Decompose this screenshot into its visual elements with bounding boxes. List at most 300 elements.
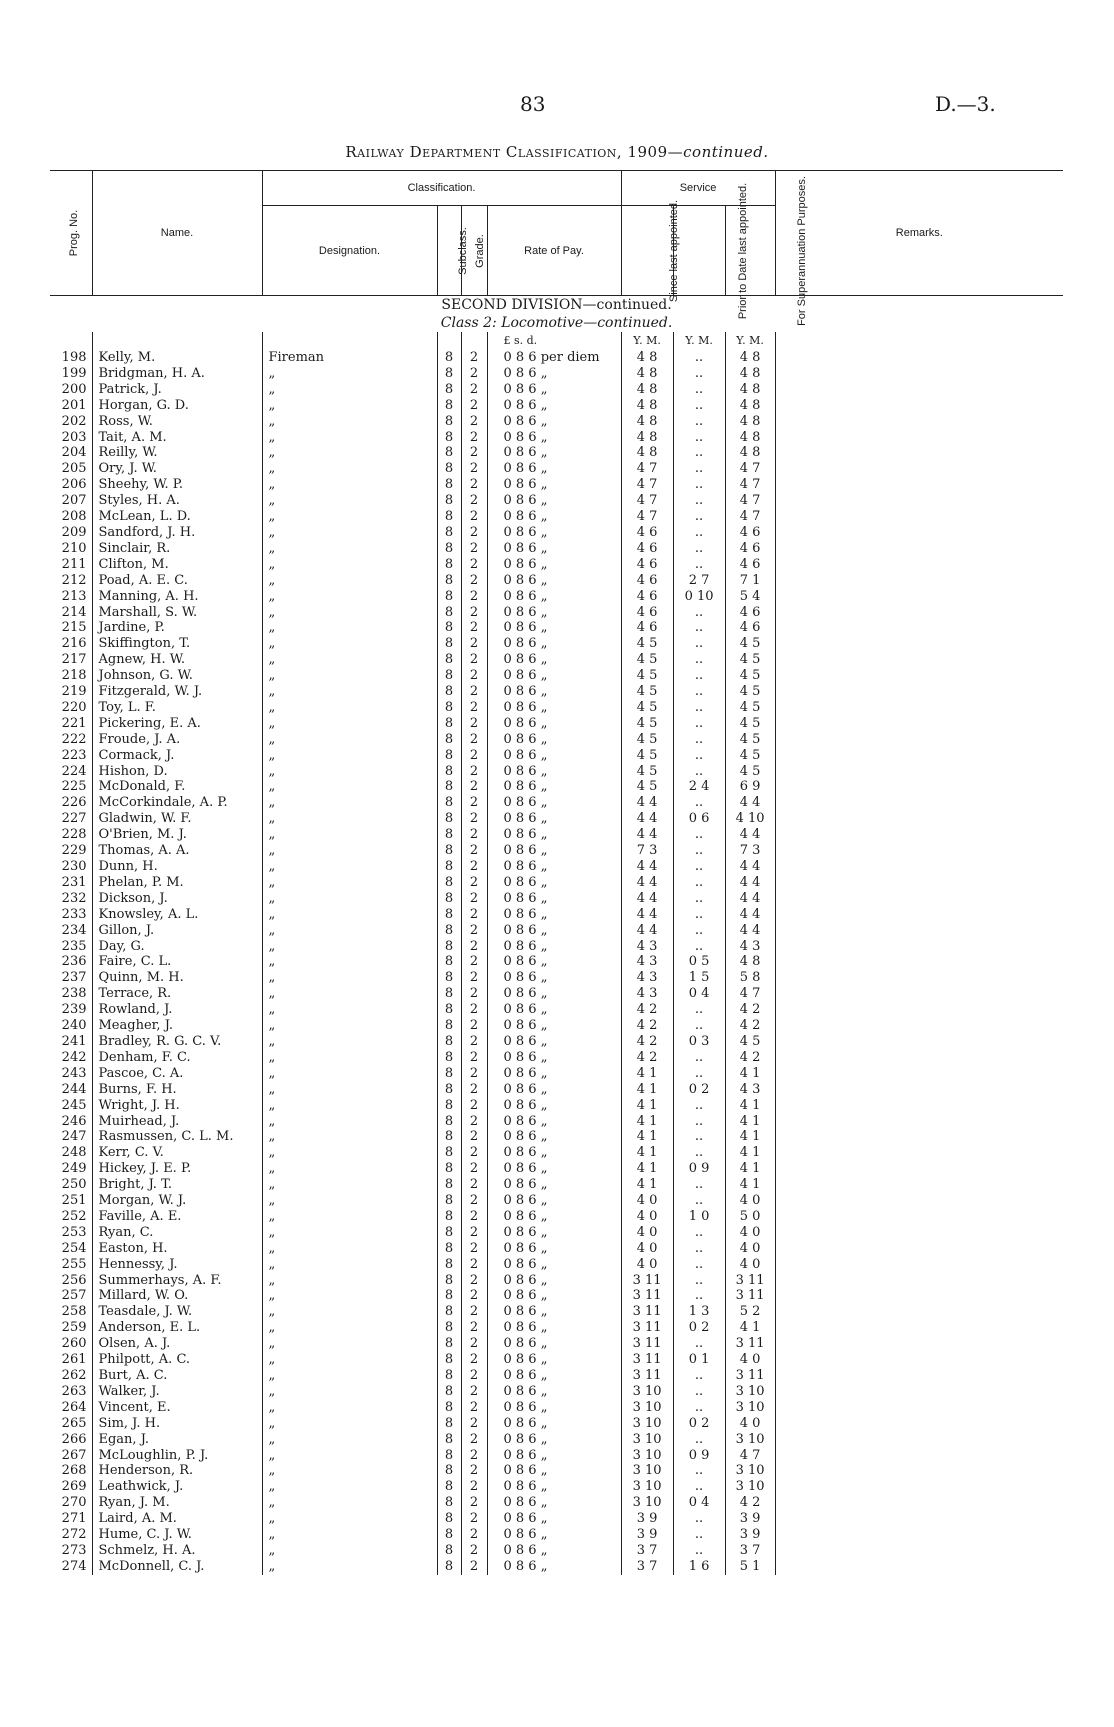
remarks <box>775 1050 1063 1066</box>
remarks <box>775 1527 1063 1543</box>
service-prior: 1 5 <box>673 970 725 986</box>
service-since-last: 4 3 <box>621 986 673 1002</box>
rate-of-pay: 0 8 6 „ <box>487 398 621 414</box>
employee-name: Wright, J. H. <box>92 1098 262 1114</box>
service-since-last: 4 5 <box>621 779 673 795</box>
remarks <box>775 986 1063 1002</box>
employee-name: McLean, L. D. <box>92 509 262 525</box>
service-since-last: 4 5 <box>621 732 673 748</box>
grade: 2 <box>461 620 487 636</box>
subclass: 8 <box>437 748 461 764</box>
service-prior: .. <box>673 716 725 732</box>
remarks <box>775 493 1063 509</box>
designation: „ <box>262 1352 437 1368</box>
service-since-last: 4 5 <box>621 748 673 764</box>
remarks <box>775 573 1063 589</box>
prog-no: 270 <box>50 1495 92 1511</box>
subclass: 8 <box>437 382 461 398</box>
subclass: 8 <box>437 461 461 477</box>
prog-no: 208 <box>50 509 92 525</box>
subclass: 8 <box>437 1511 461 1527</box>
rate-of-pay: 0 8 6 „ <box>487 1304 621 1320</box>
service-since-last: 4 5 <box>621 668 673 684</box>
rate-of-pay: 0 8 6 „ <box>487 1066 621 1082</box>
employee-name: Olsen, A. J. <box>92 1336 262 1352</box>
subclass: 8 <box>437 1098 461 1114</box>
rate-of-pay: 0 8 6 „ <box>487 843 621 859</box>
service-prior: .. <box>673 1400 725 1416</box>
grade: 2 <box>461 493 487 509</box>
service-superannuation: 4 6 <box>725 557 775 573</box>
prog-no: 249 <box>50 1161 92 1177</box>
designation: „ <box>262 779 437 795</box>
subclass: 8 <box>437 1288 461 1304</box>
prog-no: 271 <box>50 1511 92 1527</box>
grade: 2 <box>461 1527 487 1543</box>
grade: 2 <box>461 366 487 382</box>
service-prior: .. <box>673 1066 725 1082</box>
service-superannuation: 4 8 <box>725 445 775 461</box>
service-since-last: 4 0 <box>621 1225 673 1241</box>
table-row <box>50 1257 1063 1273</box>
grade: 2 <box>461 1161 487 1177</box>
table-row <box>50 1479 1063 1495</box>
table-row <box>50 1463 1063 1479</box>
grade: 2 <box>461 350 487 366</box>
designation: „ <box>262 668 437 684</box>
subclass: 8 <box>437 350 461 366</box>
remarks <box>775 1241 1063 1257</box>
designation: „ <box>262 811 437 827</box>
rate-of-pay: 0 8 6 „ <box>487 620 621 636</box>
rate-of-pay: 0 8 6 „ <box>487 477 621 493</box>
table-row <box>50 525 1063 541</box>
prog-no: 242 <box>50 1050 92 1066</box>
remarks <box>775 764 1063 780</box>
subclass: 8 <box>437 986 461 1002</box>
employee-name: Ory, J. W. <box>92 461 262 477</box>
table-row <box>50 445 1063 461</box>
remarks <box>775 1432 1063 1448</box>
service-since-last: 4 8 <box>621 430 673 446</box>
designation: „ <box>262 1511 437 1527</box>
grade: 2 <box>461 461 487 477</box>
service-prior: .. <box>673 1479 725 1495</box>
designation: „ <box>262 827 437 843</box>
table-row <box>50 366 1063 382</box>
employee-name: Bright, J. T. <box>92 1177 262 1193</box>
prog-no: 221 <box>50 716 92 732</box>
table-row <box>50 636 1063 652</box>
table-row <box>50 1193 1063 1209</box>
subclass: 8 <box>437 414 461 430</box>
designation: „ <box>262 493 437 509</box>
subclass: 8 <box>437 1368 461 1384</box>
prog-no: 255 <box>50 1257 92 1273</box>
remarks <box>775 1273 1063 1289</box>
table-row <box>50 764 1063 780</box>
employee-name: Poad, A. E. C. <box>92 573 262 589</box>
designation: „ <box>262 382 437 398</box>
service-since-last: 4 3 <box>621 939 673 955</box>
prog-no: 248 <box>50 1145 92 1161</box>
employee-name: Hume, C. J. W. <box>92 1527 262 1543</box>
service-superannuation: 4 8 <box>725 366 775 382</box>
prog-no: 200 <box>50 382 92 398</box>
remarks <box>775 875 1063 891</box>
table-row <box>50 477 1063 493</box>
service-prior: .. <box>673 732 725 748</box>
table-row <box>50 652 1063 668</box>
prog-no: 253 <box>50 1225 92 1241</box>
grade: 2 <box>461 1018 487 1034</box>
service-prior: 0 2 <box>673 1320 725 1336</box>
service-prior: .. <box>673 1511 725 1527</box>
service-prior: .. <box>673 1225 725 1241</box>
service-prior: .. <box>673 764 725 780</box>
grade: 2 <box>461 1241 487 1257</box>
table-row <box>50 589 1063 605</box>
remarks <box>775 1066 1063 1082</box>
service-superannuation: 4 5 <box>725 1034 775 1050</box>
remarks <box>775 939 1063 955</box>
service-since-last: 4 7 <box>621 461 673 477</box>
prog-no: 212 <box>50 573 92 589</box>
employee-name: Denham, F. C. <box>92 1050 262 1066</box>
designation: „ <box>262 875 437 891</box>
service-prior: 2 7 <box>673 573 725 589</box>
designation: „ <box>262 1161 437 1177</box>
employee-name: Sheehy, W. P. <box>92 477 262 493</box>
grade: 2 <box>461 636 487 652</box>
grade: 2 <box>461 382 487 398</box>
subclass: 8 <box>437 1034 461 1050</box>
table-row <box>50 1114 1063 1130</box>
service-prior: .. <box>673 923 725 939</box>
rate-of-pay: 0 8 6 „ <box>487 1209 621 1225</box>
employee-name: Faire, C. L. <box>92 954 262 970</box>
table-row <box>50 1511 1063 1527</box>
subclass: 8 <box>437 1002 461 1018</box>
service-prior: 1 0 <box>673 1209 725 1225</box>
service-since-last: 4 4 <box>621 875 673 891</box>
service-superannuation: 4 4 <box>725 795 775 811</box>
service-superannuation: 3 10 <box>725 1432 775 1448</box>
designation: „ <box>262 1114 437 1130</box>
rate-of-pay: 0 8 6 „ <box>487 970 621 986</box>
grade: 2 <box>461 1257 487 1273</box>
table-row <box>50 1209 1063 1225</box>
rate-of-pay: 0 8 6 „ <box>487 493 621 509</box>
table-row <box>50 1336 1063 1352</box>
remarks <box>775 1098 1063 1114</box>
designation: „ <box>262 398 437 414</box>
table-row <box>50 748 1063 764</box>
header-row-top <box>50 171 1063 206</box>
grade: 2 <box>461 1559 487 1575</box>
header-name: Name. <box>92 171 262 296</box>
remarks <box>775 620 1063 636</box>
designation: „ <box>262 1098 437 1114</box>
service-since-last: 3 10 <box>621 1416 673 1432</box>
subclass: 8 <box>437 1225 461 1241</box>
employee-name: O'Brien, M. J. <box>92 827 262 843</box>
rate-of-pay: 0 8 6 „ <box>487 1384 621 1400</box>
subclass: 8 <box>437 1193 461 1209</box>
prog-no: 240 <box>50 1018 92 1034</box>
prog-no: 268 <box>50 1463 92 1479</box>
rate-of-pay: 0 8 6 „ <box>487 986 621 1002</box>
service-superannuation: 3 11 <box>725 1288 775 1304</box>
prog-no: 227 <box>50 811 92 827</box>
service-superannuation: 4 5 <box>725 652 775 668</box>
service-prior: .. <box>673 525 725 541</box>
service-prior: 0 4 <box>673 1495 725 1511</box>
subclass: 8 <box>437 1543 461 1559</box>
service-since-last: 4 2 <box>621 1034 673 1050</box>
designation: „ <box>262 1225 437 1241</box>
designation: „ <box>262 573 437 589</box>
service-prior: .. <box>673 557 725 573</box>
service-prior: .. <box>673 636 725 652</box>
service-since-last: 4 8 <box>621 350 673 366</box>
service-superannuation: 3 9 <box>725 1527 775 1543</box>
service-prior: .. <box>673 1336 725 1352</box>
title-continued: continued. <box>683 143 769 161</box>
subclass: 8 <box>437 398 461 414</box>
designation: „ <box>262 430 437 446</box>
prog-no: 267 <box>50 1448 92 1464</box>
subclass: 8 <box>437 1177 461 1193</box>
subclass: 8 <box>437 1559 461 1575</box>
service-superannuation: 7 1 <box>725 573 775 589</box>
rate-of-pay: 0 8 6 „ <box>487 461 621 477</box>
service-since-last: 4 5 <box>621 716 673 732</box>
prog-no: 254 <box>50 1241 92 1257</box>
service-since-last: 4 1 <box>621 1177 673 1193</box>
prog-no: 261 <box>50 1352 92 1368</box>
service-superannuation: 5 1 <box>725 1559 775 1575</box>
subclass: 8 <box>437 859 461 875</box>
service-prior: .. <box>673 748 725 764</box>
prog-no: 250 <box>50 1177 92 1193</box>
employee-name: Ross, W. <box>92 414 262 430</box>
table-row <box>50 461 1063 477</box>
prog-no: 207 <box>50 493 92 509</box>
service-since-last: 4 4 <box>621 907 673 923</box>
subclass: 8 <box>437 477 461 493</box>
rate-of-pay: 0 8 6 „ <box>487 1320 621 1336</box>
designation: „ <box>262 1320 437 1336</box>
prog-no: 274 <box>50 1559 92 1575</box>
designation: „ <box>262 1336 437 1352</box>
table-row <box>50 684 1063 700</box>
remarks <box>775 970 1063 986</box>
employee-name: Terrace, R. <box>92 986 262 1002</box>
grade: 2 <box>461 970 487 986</box>
service-superannuation: 3 11 <box>725 1273 775 1289</box>
service-since-last: 4 0 <box>621 1193 673 1209</box>
service-superannuation: 4 5 <box>725 700 775 716</box>
service-superannuation: 4 8 <box>725 954 775 970</box>
table-row <box>50 875 1063 891</box>
service-prior: .. <box>673 1002 725 1018</box>
service-since-last: 4 0 <box>621 1257 673 1273</box>
table-row <box>50 1145 1063 1161</box>
header-designation: Designation. <box>262 206 437 296</box>
employee-name: McLoughlin, P. J. <box>92 1448 262 1464</box>
service-prior: .. <box>673 461 725 477</box>
employee-name: Walker, J. <box>92 1384 262 1400</box>
subclass: 8 <box>437 1463 461 1479</box>
service-prior: .. <box>673 827 725 843</box>
grade: 2 <box>461 939 487 955</box>
units-row <box>50 332 1063 350</box>
rate-of-pay: 0 8 6 „ <box>487 1527 621 1543</box>
rate-of-pay: 0 8 6 „ <box>487 779 621 795</box>
designation: „ <box>262 652 437 668</box>
table-row <box>50 732 1063 748</box>
subclass: 8 <box>437 636 461 652</box>
remarks <box>775 445 1063 461</box>
rate-of-pay: 0 8 6 „ <box>487 1463 621 1479</box>
employee-name: Laird, A. M. <box>92 1511 262 1527</box>
service-superannuation: 4 4 <box>725 923 775 939</box>
service-superannuation: 4 1 <box>725 1320 775 1336</box>
subclass: 8 <box>437 732 461 748</box>
service-prior: 0 6 <box>673 811 725 827</box>
service-since-last: 3 10 <box>621 1495 673 1511</box>
prog-no: 245 <box>50 1098 92 1114</box>
subclass: 8 <box>437 1161 461 1177</box>
employee-name: Ryan, J. M. <box>92 1495 262 1511</box>
employee-name: Summerhays, A. F. <box>92 1273 262 1289</box>
employee-name: Gladwin, W. F. <box>92 811 262 827</box>
employee-name: Toy, L. F. <box>92 700 262 716</box>
service-prior: .. <box>673 1384 725 1400</box>
rate-of-pay: 0 8 6 „ <box>487 430 621 446</box>
service-since-last: 3 10 <box>621 1479 673 1495</box>
prog-no: 204 <box>50 445 92 461</box>
document-reference: D.—3. <box>935 92 996 116</box>
header-classification: Classification. <box>262 171 621 206</box>
service-prior: .. <box>673 493 725 509</box>
service-since-last: 4 5 <box>621 700 673 716</box>
prog-no: 246 <box>50 1114 92 1130</box>
remarks <box>775 1400 1063 1416</box>
designation: „ <box>262 525 437 541</box>
remarks <box>775 414 1063 430</box>
grade: 2 <box>461 795 487 811</box>
prog-no: 209 <box>50 525 92 541</box>
service-superannuation: 4 7 <box>725 1448 775 1464</box>
remarks <box>775 1209 1063 1225</box>
table-row <box>50 1559 1063 1575</box>
prog-no: 202 <box>50 414 92 430</box>
designation: „ <box>262 700 437 716</box>
subclass: 8 <box>437 795 461 811</box>
service-since-last: 4 1 <box>621 1161 673 1177</box>
service-since-last: 3 10 <box>621 1432 673 1448</box>
service-prior: 0 5 <box>673 954 725 970</box>
service-superannuation: 4 8 <box>725 382 775 398</box>
service-since-last: 3 10 <box>621 1463 673 1479</box>
service-since-last: 4 7 <box>621 493 673 509</box>
service-prior: .. <box>673 350 725 366</box>
service-since-last: 4 4 <box>621 827 673 843</box>
pay-unit-label: £ s. d. <box>487 332 621 350</box>
employee-name: Froude, J. A. <box>92 732 262 748</box>
employee-name: Fitzgerald, W. J. <box>92 684 262 700</box>
subclass: 8 <box>437 1416 461 1432</box>
subclass: 8 <box>437 1145 461 1161</box>
rate-of-pay: 0 8 6 „ <box>487 1161 621 1177</box>
service-since-last: 4 1 <box>621 1098 673 1114</box>
service-since-last: 3 11 <box>621 1288 673 1304</box>
prog-no: 237 <box>50 970 92 986</box>
grade: 2 <box>461 986 487 1002</box>
employee-name: Sandford, J. H. <box>92 525 262 541</box>
employee-name: Cormack, J. <box>92 748 262 764</box>
designation: „ <box>262 732 437 748</box>
rate-of-pay: 0 8 6 „ <box>487 1368 621 1384</box>
designation: „ <box>262 1082 437 1098</box>
service-since-last: 3 10 <box>621 1448 673 1464</box>
service-superannuation: 4 1 <box>725 1177 775 1193</box>
prog-no: 259 <box>50 1320 92 1336</box>
grade: 2 <box>461 509 487 525</box>
service-prior: .. <box>673 1018 725 1034</box>
service-prior: .. <box>673 875 725 891</box>
remarks <box>775 1288 1063 1304</box>
subclass: 8 <box>437 1241 461 1257</box>
service-superannuation: 4 7 <box>725 509 775 525</box>
table-row <box>50 923 1063 939</box>
service-prior: .. <box>673 668 725 684</box>
rate-of-pay: 0 8 6 „ <box>487 1448 621 1464</box>
designation: „ <box>262 541 437 557</box>
designation: „ <box>262 1384 437 1400</box>
prog-no: 247 <box>50 1129 92 1145</box>
service-prior: 0 9 <box>673 1161 725 1177</box>
remarks <box>775 1145 1063 1161</box>
service-superannuation: 4 2 <box>725 1002 775 1018</box>
rate-of-pay: 0 8 6 „ <box>487 1257 621 1273</box>
service-superannuation: 4 2 <box>725 1050 775 1066</box>
service-since-last: 4 8 <box>621 366 673 382</box>
service-superannuation: 4 0 <box>725 1416 775 1432</box>
service-superannuation: 4 5 <box>725 684 775 700</box>
prog-no: 201 <box>50 398 92 414</box>
grade: 2 <box>461 843 487 859</box>
grade: 2 <box>461 1336 487 1352</box>
rate-of-pay: 0 8 6 „ <box>487 1114 621 1130</box>
remarks <box>775 827 1063 843</box>
service-superannuation: 4 3 <box>725 1082 775 1098</box>
rate-of-pay: 0 8 6 „ <box>487 509 621 525</box>
service-prior: .. <box>673 795 725 811</box>
remarks <box>775 859 1063 875</box>
designation: „ <box>262 1193 437 1209</box>
service-prior: .. <box>673 652 725 668</box>
service-superannuation: 4 3 <box>725 939 775 955</box>
remarks <box>775 636 1063 652</box>
subclass: 8 <box>437 1352 461 1368</box>
remarks <box>775 1257 1063 1273</box>
prog-no: 199 <box>50 366 92 382</box>
since-unit-label: Y. M. <box>621 332 673 350</box>
remarks <box>775 1543 1063 1559</box>
